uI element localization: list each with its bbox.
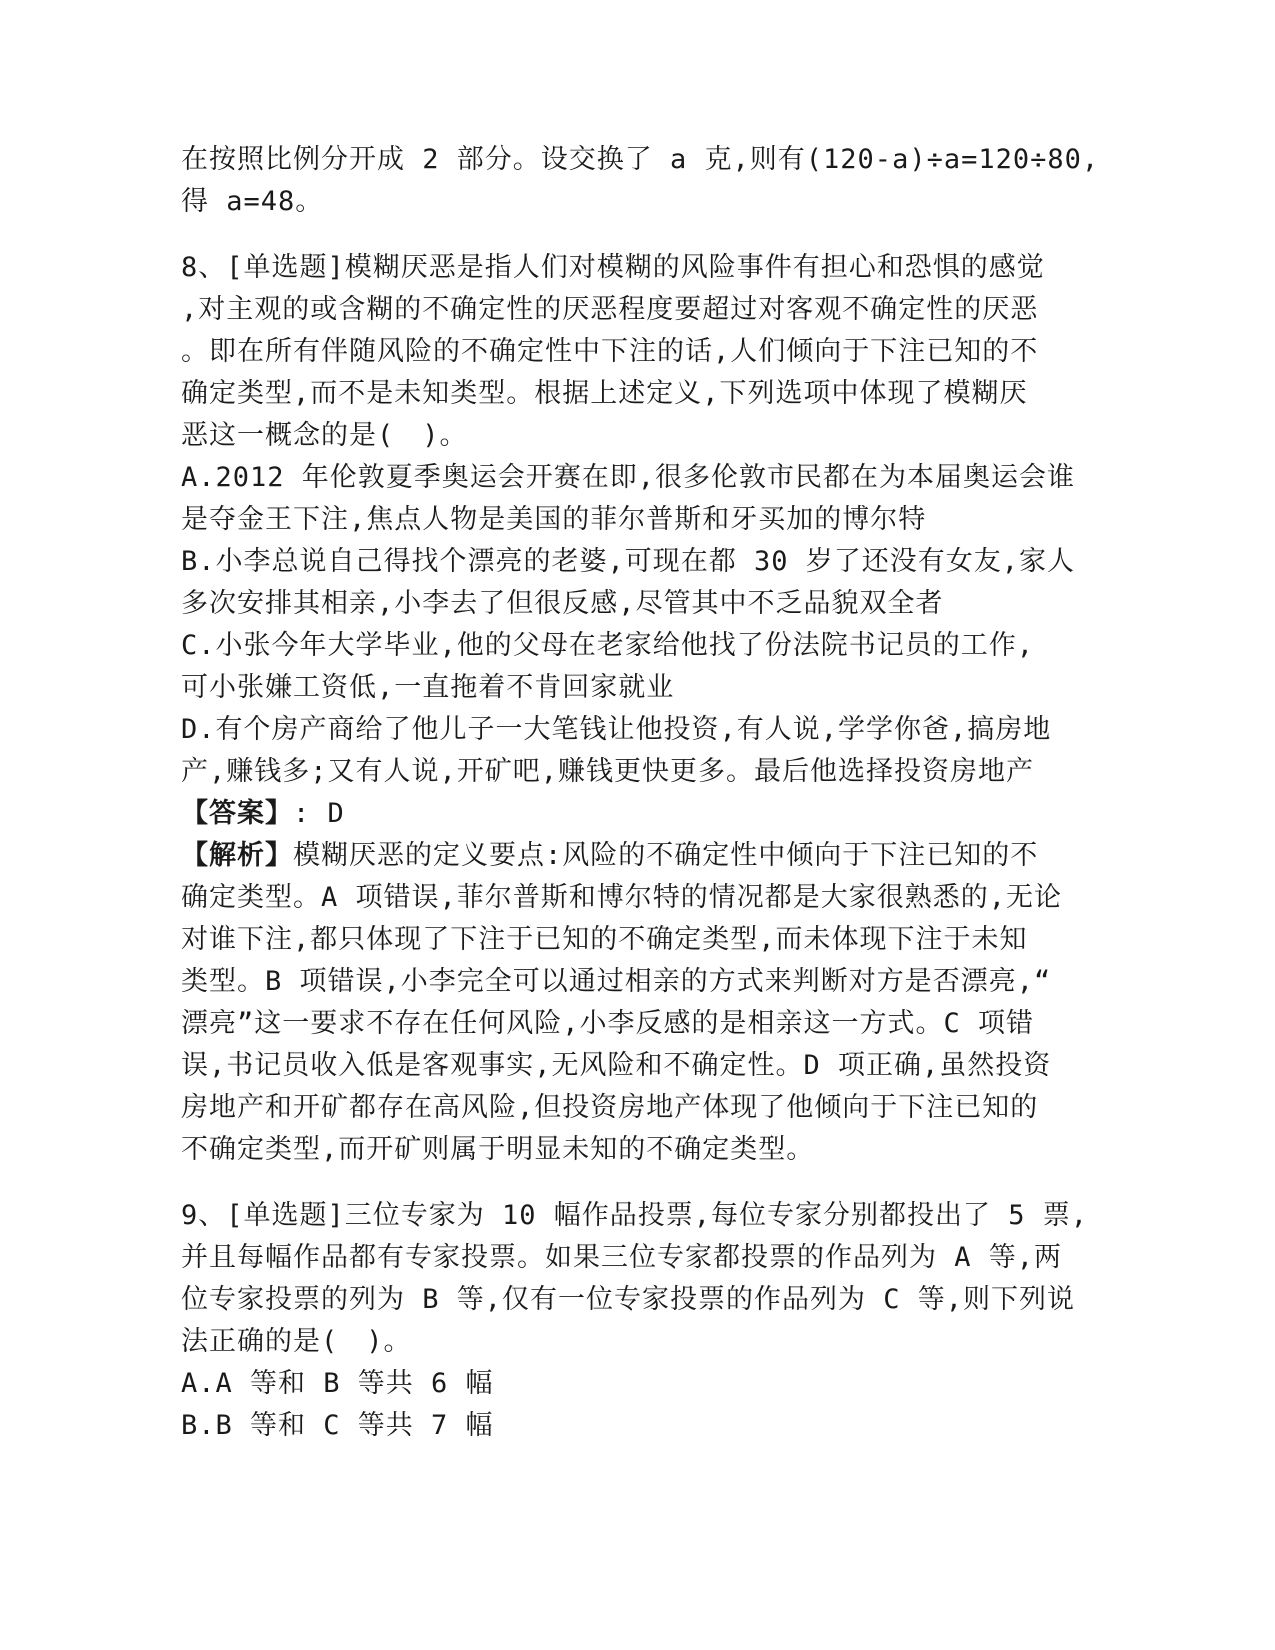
option-b-line: 多次安排其相亲,小李去了但很反感,尽管其中不乏品貌双全者 — [181, 588, 944, 619]
option-b-line: B.B 等和 C 等共 7 幅 — [181, 1410, 494, 1441]
text-line — [181, 835, 1091, 877]
text-line: 8、[单选题]模糊厌恶是指人们对模糊的风险事件有担心和恐惧的感觉 — [181, 252, 1045, 283]
text-line: 并且每幅作品都有专家投票。如果三位专家都投票的作品列为 A 等,两 — [181, 1242, 1063, 1273]
text-line: 在按照比例分开成 2 部分。设交换了 a 克,则有(120-a)÷a=120÷80, — [181, 144, 1100, 175]
text-line: 不确定类型,而开矿则属于明显未知的不确定类型。 — [181, 1134, 815, 1165]
option-a-line: 是夺金王下注,焦点人物是美国的菲尔普斯和牙买加的博尔特 — [181, 504, 927, 535]
answer-value: : D — [293, 798, 345, 829]
text-line: 法正确的是( )。 — [181, 1326, 412, 1357]
question-8-stem — [181, 247, 1091, 457]
analysis-text: 模糊厌恶的定义要点:风险的不确定性中倾向于下注已知的不 — [293, 840, 1039, 871]
previous-question-explanation-tail — [181, 139, 1100, 223]
option-d-line: D.有个房产商给了他儿子一大笔钱让他投资,有人说,学学你爸,搞房地 — [181, 714, 1052, 745]
question-9 — [181, 1195, 1091, 1447]
question-8-analysis — [181, 835, 1091, 1171]
document-page — [181, 139, 1100, 1447]
option-a-line: A.2012 年伦敦夏季奥运会开赛在即,很多伦敦市民都在为本届奥运会谁 — [181, 462, 1076, 493]
text-line: 位专家投票的列为 B 等,仅有一位专家投票的作品列为 C 等,则下列说 — [181, 1284, 1076, 1315]
question-9-stem — [181, 1195, 1091, 1363]
text-line: 类型。B 项错误,小李完全可以通过相亲的方式来判断对方是否漂亮,“ — [181, 966, 1052, 997]
question-8-answer — [181, 793, 1091, 835]
analysis-tag: 【解析】 — [181, 840, 293, 871]
text-line: 9、[单选题]三位专家为 10 幅作品投票,每位专家分别都投出了 5 票, — [181, 1200, 1089, 1231]
text-line: ,对主观的或含糊的不确定性的厌恶程度要超过对客观不确定性的厌恶 — [181, 294, 1039, 325]
text-line: 确定类型。A 项错误,菲尔普斯和博尔特的情况都是大家很熟悉的,无论 — [181, 882, 1063, 913]
option-b-line: B.小李总说自己得找个漂亮的老婆,可现在都 30 岁了还没有女友,家人 — [181, 546, 1076, 577]
option-d-line: 产,赚钱多;又有人说,开矿吧,赚钱更快更多。最后他选择投资房地产 — [181, 756, 1035, 787]
text-line: 确定类型,而不是未知类型。根据上述定义,下列选项中体现了模糊厌 — [181, 378, 1028, 409]
text-line: 漂亮”这一要求不存在任何风险,小李反感的是相亲这一方式。C 项错 — [181, 1008, 1035, 1039]
text-line: 误,书记员收入低是客观事实,无风险和不确定性。D 项正确,虽然投资 — [181, 1050, 1052, 1081]
text-line: 恶这一概念的是( )。 — [181, 420, 468, 451]
text-line: 得 a=48。 — [181, 186, 324, 217]
text-line: 。即在所有伴随风险的不确定性中下注的话,人们倾向于下注已知的不 — [181, 336, 1039, 367]
question-8-options — [181, 457, 1091, 793]
option-a-line: A.A 等和 B 等共 6 幅 — [181, 1368, 494, 1399]
text-line: 对谁下注,都只体现了下注于已知的不确定类型,而未体现下注于未知 — [181, 924, 1028, 955]
option-c-line: 可小张嫌工资低,一直拖着不肯回家就业 — [181, 672, 675, 703]
option-c-line: C.小张今年大学毕业,他的父母在老家给他找了份法院书记员的工作, — [181, 630, 1035, 661]
text-line: 房地产和开矿都存在高风险,但投资房地产体现了他倾向于下注已知的 — [181, 1092, 1039, 1123]
question-8 — [181, 247, 1091, 1171]
question-9-options — [181, 1363, 1091, 1447]
answer-tag: 【答案】 — [181, 798, 293, 829]
